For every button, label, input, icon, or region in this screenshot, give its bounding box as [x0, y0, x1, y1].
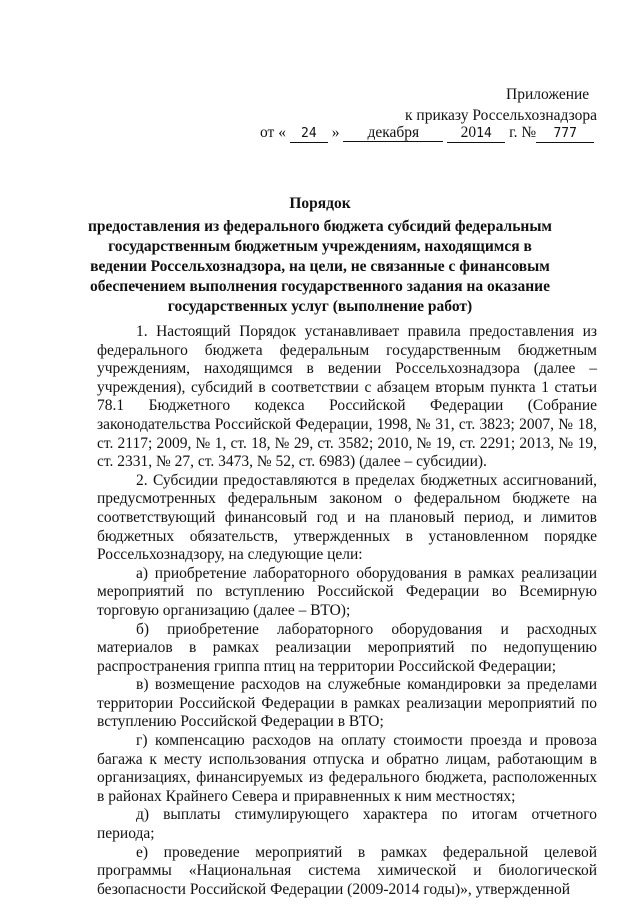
title-main: Порядок	[289, 195, 351, 212]
paragraph-2d: д) выплаты стимулирующего характера по итогам отчетного периода;	[97, 806, 597, 843]
order-reference: к приказу Россельхознадзора	[405, 107, 598, 124]
document-body	[97, 323, 597, 899]
paragraph-2v: в) возмещение расходов на служебные командировки за пределами территории Российской Федерации в рамках реализации мероприятий по вступлению Российской Федерации в ВТО;	[97, 676, 597, 731]
appendix-header	[405, 84, 605, 126]
order-month: декабря	[343, 125, 443, 142]
paragraph-2g: г) компенсацию расходов на оплату стоимости проезда и провоза багажа к месту использования отпуска и обратно лицам, работающим в организациях, финансируемых из федерального бюджета, расположенных в районах Крайнего Севера и приравненных к ним местностях;	[97, 732, 597, 805]
paragraph-1: 1. Настоящий Порядок устанавливает правила предоставления из федерального бюджета федеральным государственным бюджетным учреждениям, находящимся в ведении Россельхознадзора (далее – учреждения), субсидий в соответствии с абзацем вторым пункта 1 статьи 78.1 Бюджетного кодекса Российской Федерации (Собрание законодательства Российской Федерации, 1998, № 31, ст. 3823; 2007, № 18, ст. 2117; 2009, № 1, ст. 18, № 29, ст. 3582; 2010, № 19, ст. 2291; 2013, № 19, ст. 2331, № 27, ст. 3473, № 52, ст. 6983) (далее – субсидии).	[97, 323, 597, 471]
order-year-prefix: 20	[460, 124, 477, 141]
order-year-suffix: 14	[476, 126, 492, 141]
paragraph-2a: а) приобретение лабораторного оборудования в рамках реализации мероприятий по вступлению Российской Федерации во Всемирную торговую организацию (далее – ВТО);	[97, 564, 597, 619]
document-title	[80, 194, 560, 317]
paragraph-2e: е) проведение мероприятий в рамках федеральной целевой программы «Национальная система химической и биологической безопасности Российской Федерации (2009-2014 годы)», утвержденной	[97, 843, 597, 898]
paragraph-2: 2. Субсидии предоставляются в пределах бюджетных ассигнований, предусмотренных федеральным законом о федеральном бюджете на соответствующий финансовый год и на плановый период, и лимитов бюджетных обязательств, утвержденных в установленном порядке Россельхознадзору, на следующие цели:	[97, 471, 597, 564]
date-prefix: от «	[260, 124, 286, 141]
order-day: 24	[290, 126, 328, 143]
order-date-line	[260, 124, 605, 143]
order-number: 777	[536, 126, 594, 143]
appendix-label: Приложение	[506, 86, 590, 103]
date-mid: »	[331, 124, 340, 141]
year-label: г. №	[509, 124, 537, 141]
paragraph-2b: б) приобретение лабораторного оборудования и расходных материалов в рамках реализации мероприятий по недопущению распространения гриппа птиц на территории Российской Федерации;	[97, 620, 597, 675]
title-subtitle: предоставления из федерального бюджета субсидий федеральным государственным бюджетным учреждениям, находящимся в ведении Россельхознадзора, на цели, не связанные с финансовым обеспечением выполнения государственного задания на оказание государственных услуг (выполнение работ)	[88, 218, 552, 315]
